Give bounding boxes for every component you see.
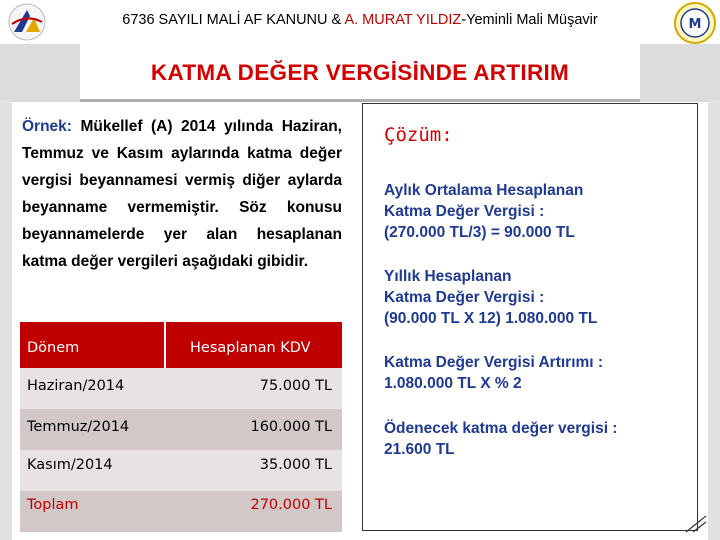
seal-logo-letter: M: [688, 17, 702, 32]
example-label: Örnek:: [22, 118, 72, 135]
solution-line: Katma Değer Vergisi :: [384, 289, 545, 306]
table-total-value: 270.000 TL: [250, 497, 332, 513]
seal-logo-icon: [673, 1, 717, 45]
table-total-label: Toplam: [27, 497, 79, 513]
header-title-author: A. MURAT YILDIZ: [344, 12, 462, 28]
solution-line: Ödenecek katma değer vergisi :: [384, 420, 618, 437]
table-cell-kdv: 35.000 TL: [259, 457, 332, 473]
solution-line: (270.000 TL/3) = 90.000 TL: [384, 224, 575, 241]
example-text-part1: Mükellef (A) 2014 yılında: [71, 118, 282, 135]
table-cell-kdv: 75.000 TL: [259, 378, 332, 394]
table-cell-period: Kasım/2014: [27, 457, 113, 473]
table-cell-kdv: 160.000 TL: [250, 419, 332, 435]
page-corner-icon: [685, 515, 707, 533]
table-cell-period: Haziran/2014: [27, 378, 125, 394]
left-decor-strip: [0, 100, 12, 540]
right-decor-strip: [708, 100, 720, 540]
solution-line: Katma Değer Vergisi Artırımı :: [384, 354, 604, 371]
table-header-period: Dönem: [27, 340, 80, 356]
solution-line: Aylık Ortalama Hesaplanan: [384, 182, 584, 199]
solution-line: 21.600 TL: [384, 441, 455, 458]
header-title: [80, 12, 640, 28]
firm-logo-icon: [4, 2, 50, 42]
table-column-separator: [164, 322, 166, 368]
example-months: Haziran, Temmuz ve Kasım: [22, 118, 342, 162]
solution-line: (90.000 TL X 12) 1.080.000 TL: [384, 310, 598, 327]
solution-increase: [384, 352, 684, 394]
solution-monthly-average: [384, 180, 684, 243]
header-title-prefix: 6736 SAYILI MALİ AF KANUNU &: [122, 12, 345, 28]
header-title-suffix: -Yeminli Mali Müşavir: [461, 12, 598, 28]
solution-annual: [384, 266, 684, 329]
solution-line: Yıllık Hesaplanan: [384, 268, 512, 285]
slide-title: KATMA DEĞER VERGİSİNDE ARTIRIM: [150, 60, 570, 85]
solution-line: Katma Değer Vergisi :: [384, 203, 545, 220]
example-text-part2: aylarında katma değer vergisi beyannamesi vermiş diğer aylarda beyanname vermemiştir. Söz konusu beyannamelerde yer alan hesaplanan katma değer vergileri aşağıdaki gibidir.: [22, 145, 342, 270]
table-cell-period: Temmuz/2014: [27, 419, 130, 435]
table-header-kdv: Hesaplanan KDV: [190, 340, 311, 356]
solution-line: 1.080.000 TL X % 2: [384, 375, 522, 392]
example-paragraph: [22, 113, 342, 275]
solution-heading: Çözüm:: [384, 124, 453, 146]
solution-payable: [384, 418, 684, 460]
